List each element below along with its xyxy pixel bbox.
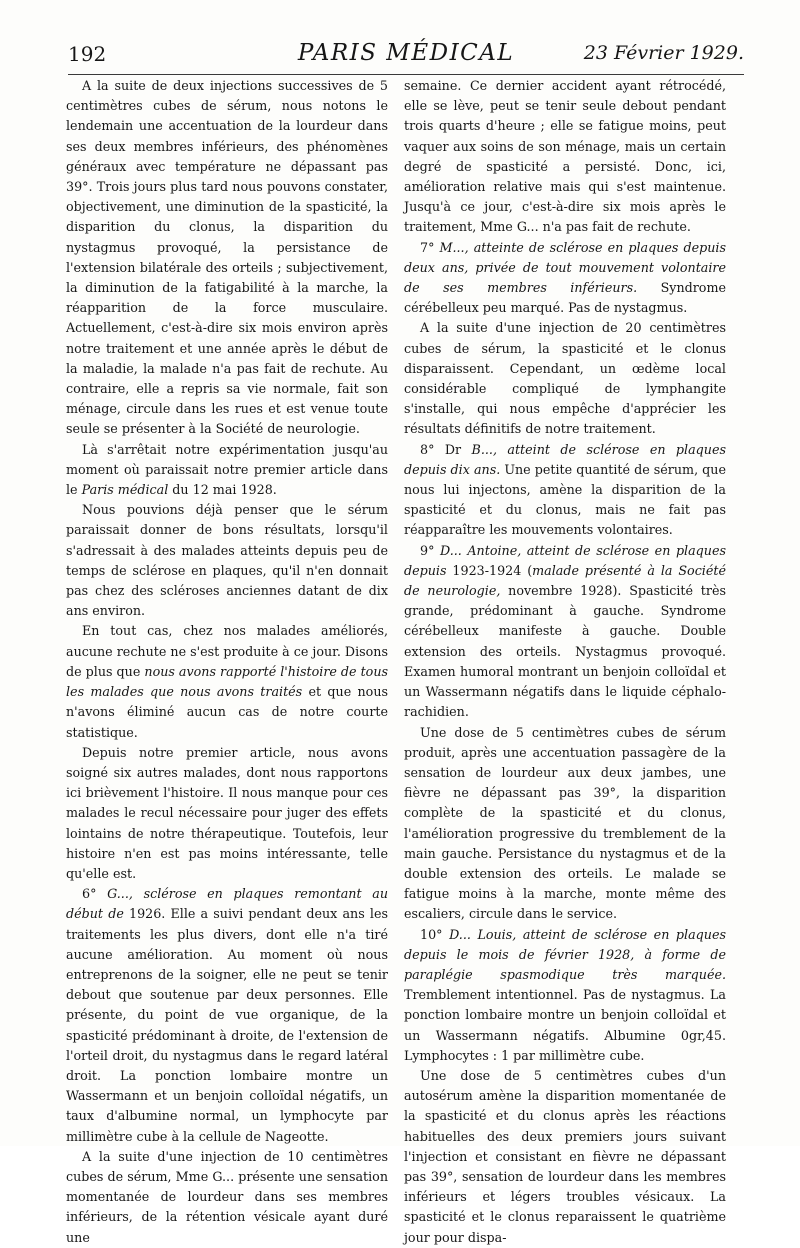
paragraph [404,1066,726,1248]
paragraph [66,500,388,621]
running-header [68,38,744,75]
text-run: Une petite quantité de sérum, que nous lui injectons, amène la disparition de la spasticité et du clonus, mais ne fait pas réapparaître les mouvements volontaires. [404,461,726,538]
italic-text: D... Antoine, atteint de sclérose en plaques depuis [404,542,726,578]
text-run: Depuis notre premier article, nous avons soigné six autres malades, dont nous rapportons ici brièvement l'histoire. Il nous manque pour ces malades le recul nécessaire pour juger des effets lointains de notre thérapeutique. Toutefois, leur histoire n'en est pas moins intéressante, telle qu'elle est. [66,744,388,881]
text-run: semaine. Ce dernier accident ayant rétrocédé, elle se lève, peut se tenir seule debout pendant trois quarts d'heure ; elle se fatigue moins, peut vaquer aux soins de son ménage, mais un certain degré de spasticité a persisté. Donc, ici, amélioration relative mais qui s'est maintenue. Jusqu'à ce jour, c'est-à-dire six mois après le traitement, Mme G... n'a pas fait de rechute. [404,78,726,235]
paragraph [404,440,726,541]
page-number: 192 [68,42,107,66]
text-run: Tremblement intentionnel. Pas de nystagmus. La ponction lombaire montre un benjoin colloïdal et un Wassermann négatifs. Albumine 0gr,45. Lymphocytes : 1 par millimètre cube. [404,987,726,1063]
text-run: A la suite de deux injections successives de 5 centimètres cubes de sérum, nous notons le lendemain une accentuation de la lourdeur dans ses deux membres inférieurs, des phénomènes généraux avec température ne dépassant pas 39°. Trois jours plus tard nous pouvons constater, objectivement, une diminution de la spasticité, la disparition du clonus, la disparition du nystagmus provoqué, la persistance de l'extension bilatérale des orteils ; subjectivement, la diminution de la fatigabilité à la marche, la réapparition de la force musculaire. Actuellement, c'est-à-dire six mois environ après notre traitement et une année après le début de la maladie, la malade n'a pas fait de rechute. Au contraire, elle a repris sa vie normale, fait son ménage, circule dans les rues et est venue toute seule se présenter à la Société de neurologie. [66,78,388,437]
text-run: Une dose de 5 centimètres cubes d'un autosérum amène la disparition momentanée de la spasticité et du clonus après les réactions habituelles des deux premiers jours suivant l'injection et consistant en fièvre ne dépassant pas 39°, sensation de lourdeur dans les membres inférieurs et légers troubles vésicaux. La spasticité et le clonus reparaissent le quatrième jour pour dispa- [404,1067,726,1245]
text-run: En tout cas, chez nos malades améliorés, aucune rechute ne s'est produite à ce jour. Disons de plus que [66,623,388,679]
text-run: 9° [420,542,440,558]
italic-text: G..., sclérose en plaques remontant au début de [66,886,388,922]
text-run: Là s'arrêtait notre expérimentation jusqu'au moment où paraissait notre premier article dans le [66,441,388,498]
text-run: 8° Dr [420,441,472,457]
paragraph [66,440,388,501]
paragraph [66,1147,388,1248]
paragraph [66,76,388,440]
issue-date: 23 Février 1929. [583,42,744,64]
italic-text: B..., atteint de sclérose en plaques depuis dix ans. [404,441,726,477]
paragraph [404,723,726,925]
italic-text: M..., atteinte de sclérose en plaques depuis deux ans, privée de tout mouvement volontaire de ses membres inférieurs. [404,239,726,296]
text-run: 1923-1924 ( [446,562,533,578]
italic-text: nous avons rapporté l'histoire de tous les malades que nous avons traités [66,663,389,700]
text-run: et que nous n'avons éliminé aucun cas de notre courte statistique. [66,684,389,740]
text-run: du 12 mai 1928. [168,482,277,498]
italic-text: Paris médical [81,482,169,498]
paragraph [404,925,726,1066]
paragraph [66,743,388,884]
text-run: 1926. Elle a suivi pendant deux ans les traitements les plus divers, dont elle n'a tiré aucune amélioration. Au moment où nous entreprenons de la soigner, elle ne peut se tenir debout que soutenue par deux personnes. Elle présente, du point de vue organique, de la spasticité prédominant à droite, de l'extension de l'orteil droit, du nystagmus dans le regard latéral droit. La ponction lombaire montre un Wassermann et un benjoin colloïdal négatifs, un taux d'albumine normal, un lymphocyte par millimètre cube à la cellule de Nageotte. [66,906,388,1144]
right-text-column [404,76,726,1248]
paragraph [404,318,726,439]
text-run: 6° [82,886,108,902]
text-run: A la suite d'une injection de 20 centimètres cubes de sérum, la spasticité et le clonus disparaissent. Cependant, un œdème local considérable compliqué de lymphangite s'installe, qui nous empêche d'apprécier les résultats définitifs de notre traitement. [404,320,726,437]
text-run: 7° [420,239,440,255]
text-run: Nous pouvions déjà penser que le sérum paraissait donner de bons résultats, lorsqu'il s'adressait à des malades atteints depuis peu de temps de sclérose en plaques, qu'il n'en donnait pas chez des scléroses anciennes datant de dix ans environ. [66,502,388,619]
italic-text: D... Louis, atteint de sclérose en plaques depuis le mois de février 1928, à forme de paraplégie spasmodique très marquée. [404,926,726,982]
text-run: novembre 1928). Spasticité très grande, prédominant à gauche. Syndrome cérébelleux manifeste à gauche. Double extension des orteils. Nystagmus provoqué. Examen humoral montrant un benjoin colloïdal et un Wassermann négatifs dans le liquide céphalo-rachidien. [404,583,726,720]
paragraph [404,541,726,723]
paragraph [66,621,388,742]
paragraph [404,238,726,319]
paragraph [404,76,726,238]
text-run: 10° [420,926,450,942]
journal-title: PARIS MÉDICAL [297,40,515,66]
italic-text: malade présenté à la Société de neurologie, [404,562,726,599]
text-run: A la suite d'une injection de 10 centimètres cubes de sérum, Mme G... présente une sensation momentanée de lourdeur dans ses membres inférieurs, de la rétention vésicale ayant duré une [66,1148,388,1245]
left-text-column [66,76,388,1248]
text-run: Une dose de 5 centimètres cubes de sérum produit, après une accentuation passagère de la sensation de lourdeur aux deux jambes, une fièvre ne dépassant pas 39°, la disparition complète de la spasticité et du clonus, l'amélioration progressive du tremblement de la main gauche. Persistance du nystagmus et de la double extension des orteils. Le malade se fatigue moins à la marche, monte même des escaliers, circule dans le service. [404,724,726,922]
text-run: Syndrome cérébelleux peu marqué. Pas de nystagmus. [404,280,726,316]
paragraph [66,884,388,1147]
